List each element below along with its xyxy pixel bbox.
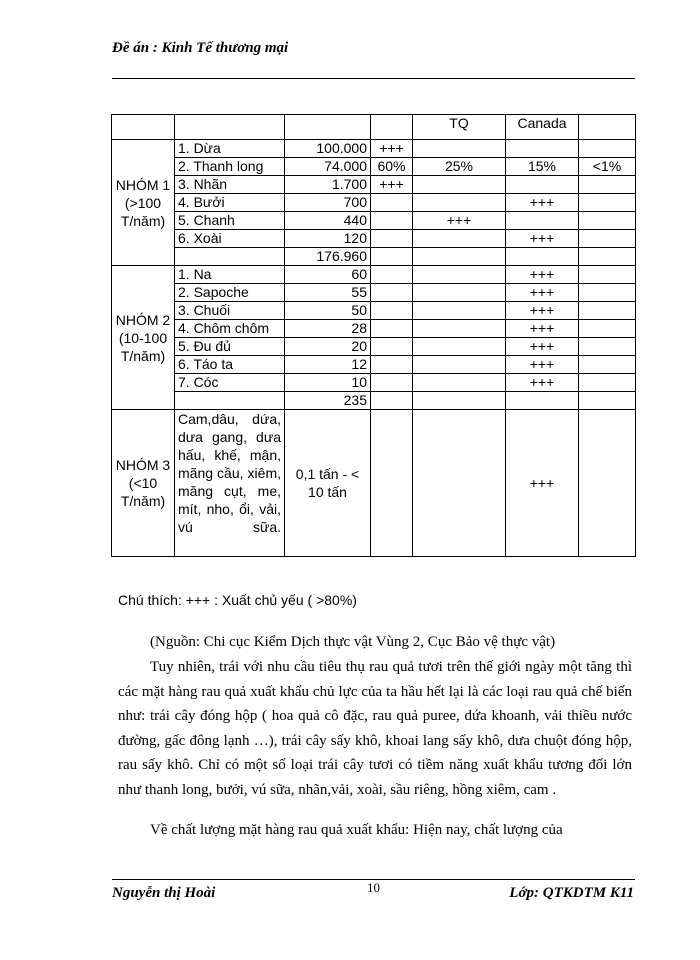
footer-author: Nguyễn thị Hoài xyxy=(112,885,216,901)
group2-label: NHÓM 2 (10-100 T/năm) xyxy=(112,266,175,410)
table-row: 2. Thanh long 74.000 60% 25% 15% <1% xyxy=(112,158,636,176)
table-row: 7. Cóc 10 +++ xyxy=(112,374,636,392)
body-paragraph-2: Về chất lượng mặt hàng rau quả xuất khẩu: Hiện nay, chất lượng của xyxy=(150,822,563,838)
page-number: 10 xyxy=(367,880,380,895)
source-citation: (Nguồn: Chi cục Kiểm Dịch thực vật Vùng 2, Cục Bảo vệ thực vật) xyxy=(150,634,556,650)
table-row-total xyxy=(112,392,636,410)
table-row: 4. Bưởi 700 +++ xyxy=(112,194,636,212)
table-row xyxy=(112,410,636,557)
table-row: 6. Xoài 120 +++ xyxy=(112,230,636,248)
table-row: NHÓM 2 (10-100 T/năm) 1. Na 60 +++ xyxy=(112,266,636,284)
table-row: NHÓM 1 (>100 T/năm) 1. Dừa 100.000 +++ xyxy=(112,140,636,158)
table-header-row xyxy=(112,115,636,140)
header-rule xyxy=(112,78,635,79)
export-table xyxy=(111,114,636,557)
group3-label: NHÓM 3 (<10 T/năm) xyxy=(112,410,175,557)
header-tq: TQ xyxy=(413,115,506,140)
table-row: 2. Sapoche 55 +++ xyxy=(112,284,636,302)
table-row: 6. Táo ta 12 +++ xyxy=(112,356,636,374)
table-row: 4. Chôm chôm 28 +++ xyxy=(112,320,636,338)
header-canada: Canada xyxy=(506,115,579,140)
group3-canada: +++ xyxy=(506,410,579,557)
group1-label: NHÓM 1 (>100 T/năm) xyxy=(112,140,175,266)
table-row: 5. Đu đủ 20 +++ xyxy=(112,338,636,356)
table-row: 3. Chuối 50 +++ xyxy=(112,302,636,320)
body-paragraph-1: Tuy nhiên, trái với nhu cầu tiêu thụ rau quả tươi trên thế giới ngày một tăng thì các mặt hàng rau quả xuất khẩu chủ lực của ta hầu hết lại là các loại rau quả chế biến như: trái cây đóng hộp ( hoa quả cô đặc, rau quả puree, dứa khoanh, vải thiều nước đường, gấc đông lạnh …), trái cây sấy khô, khoai lang sấy khô, dưa chuột đóng hộp, rau sấy khô. Chỉ có một số loại trái cây tươi có tiềm năng xuất khẩu tương đối lớn như thanh long, bưởi, vú sữa, nhãn,vải, xoài, sầu riêng, hồng xiêm, cam . xyxy=(118,659,632,798)
table-row-total xyxy=(112,248,636,266)
group3-volume: 0,1 tấn - < 10 tấn xyxy=(285,410,371,557)
table-row: 3. Nhãn 1.700 +++ xyxy=(112,176,636,194)
table-row: 5. Chanh 440 +++ xyxy=(112,212,636,230)
group3-items: Cam,dâu, dứa, dưa gang, dưa hấu, khế, mận, mãng cầu, xiêm, măng cụt, me, mít, nho, ổi, vải, vú sữa. xyxy=(175,410,285,557)
footer-class: Lớp: QTKDTM K11 xyxy=(509,885,634,901)
group1-total: 176.960 xyxy=(285,248,371,266)
page-header-title: Đề án : Kinh Tế thương mại xyxy=(112,40,289,56)
table-note: Chú thích: +++ : Xuất chủ yếu ( >80%) xyxy=(118,592,357,608)
group2-total: 235 xyxy=(285,392,371,410)
